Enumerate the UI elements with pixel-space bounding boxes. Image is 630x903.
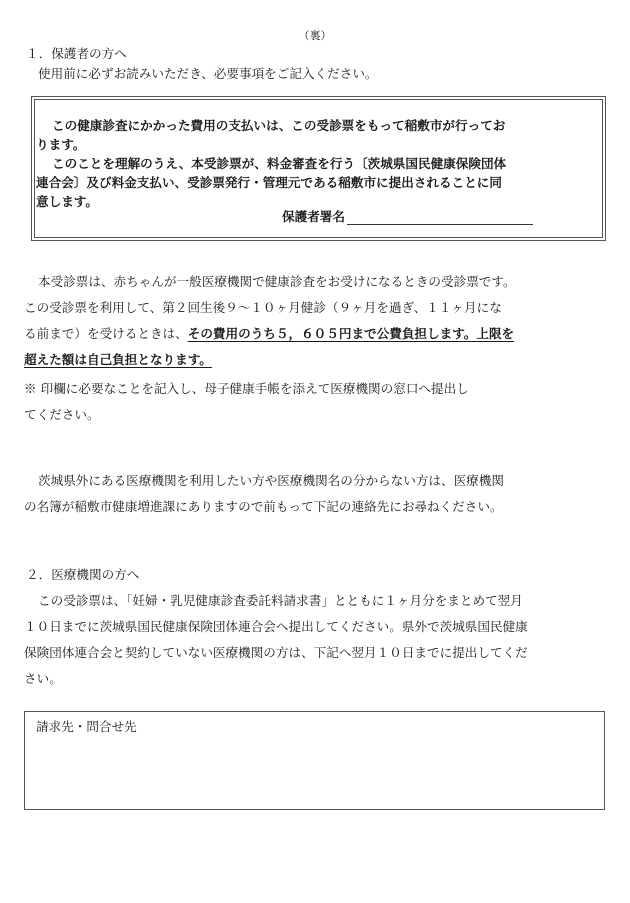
contact-label: 請求先・問合せ先 [36,719,137,734]
section1-intro: 使用前に必ずお読みいただき、必要事項をご記入ください。 [38,66,378,81]
para2-line-1: 茨城県外にある医療機関を利用したい方や医療機関名の分からない方は、医療機関 [38,473,504,488]
page-side-header: （裏） [298,29,332,42]
consent-line-4: 連合会〕及び料金支払い、受診票発行・管理元である稲敷市に提出されることに同 [36,175,502,190]
para1-line-1: 本受診票は、赤ちゃんが一般医療機関で健康診査をお受けになるときの受診票です。 [38,274,516,289]
para2-line-2: の名簿が稲敷市健康増進課にありますので前もって下記の連絡先にお尋ねください。 [24,499,503,514]
section2-line-4: さい。 [24,671,62,686]
note-line-1: ※ 印欄に必要なことを記入し、母子健康手帳を添えて医療機関の窓口へ提出し [24,381,469,396]
signature-line[interactable] [347,212,533,225]
consent-line-3: このことを理解のうえ、本受診票が、料金審査を行う〔茨城県国民健康保険団体 [52,156,507,171]
section1-title: １．保護者の方へ [26,46,127,61]
signature-label: 保護者署名 [282,209,345,224]
consent-line-1: この健康診査にかかった費用の支払いは、この受診票をもって稲敷市が行ってお [52,118,506,133]
guardian-signature[interactable] [282,206,533,225]
public-subsidy-amount: その費用のうち５，６０５円まで公費負担します。上限を [187,326,515,341]
note-line-2: てください。 [24,407,100,422]
section2-title: ２．医療機関の方へ [26,567,140,582]
section2-line-2: １０日までに茨城県国民健康保険団体連合会へ提出してください。県外で茨城県国民健康 [24,619,528,634]
section2-line-3: 保険団体連合会と契約していない医療機関の方は、下記へ翌月１０日までに提出してくだ [24,645,528,660]
section2-line-1: この受診票は、「妊婦・乳児健康診査委託料請求書」とともに１ヶ月分をまとめて翌月 [38,593,523,608]
para1-line-2: この受診票を利用して、第２回生後９～１０ヶ月健診（９ヶ月を過ぎ、１１ヶ月にな [24,300,502,315]
consent-line-2: ります。 [36,137,86,152]
self-pay-note: 超えた額は自己負担となります。 [24,352,212,367]
para1-line-3 [24,323,514,342]
consent-line-5: 意します。 [36,194,98,209]
para1-line-3-plain: る前まで）を受けるときは、 [24,326,188,341]
